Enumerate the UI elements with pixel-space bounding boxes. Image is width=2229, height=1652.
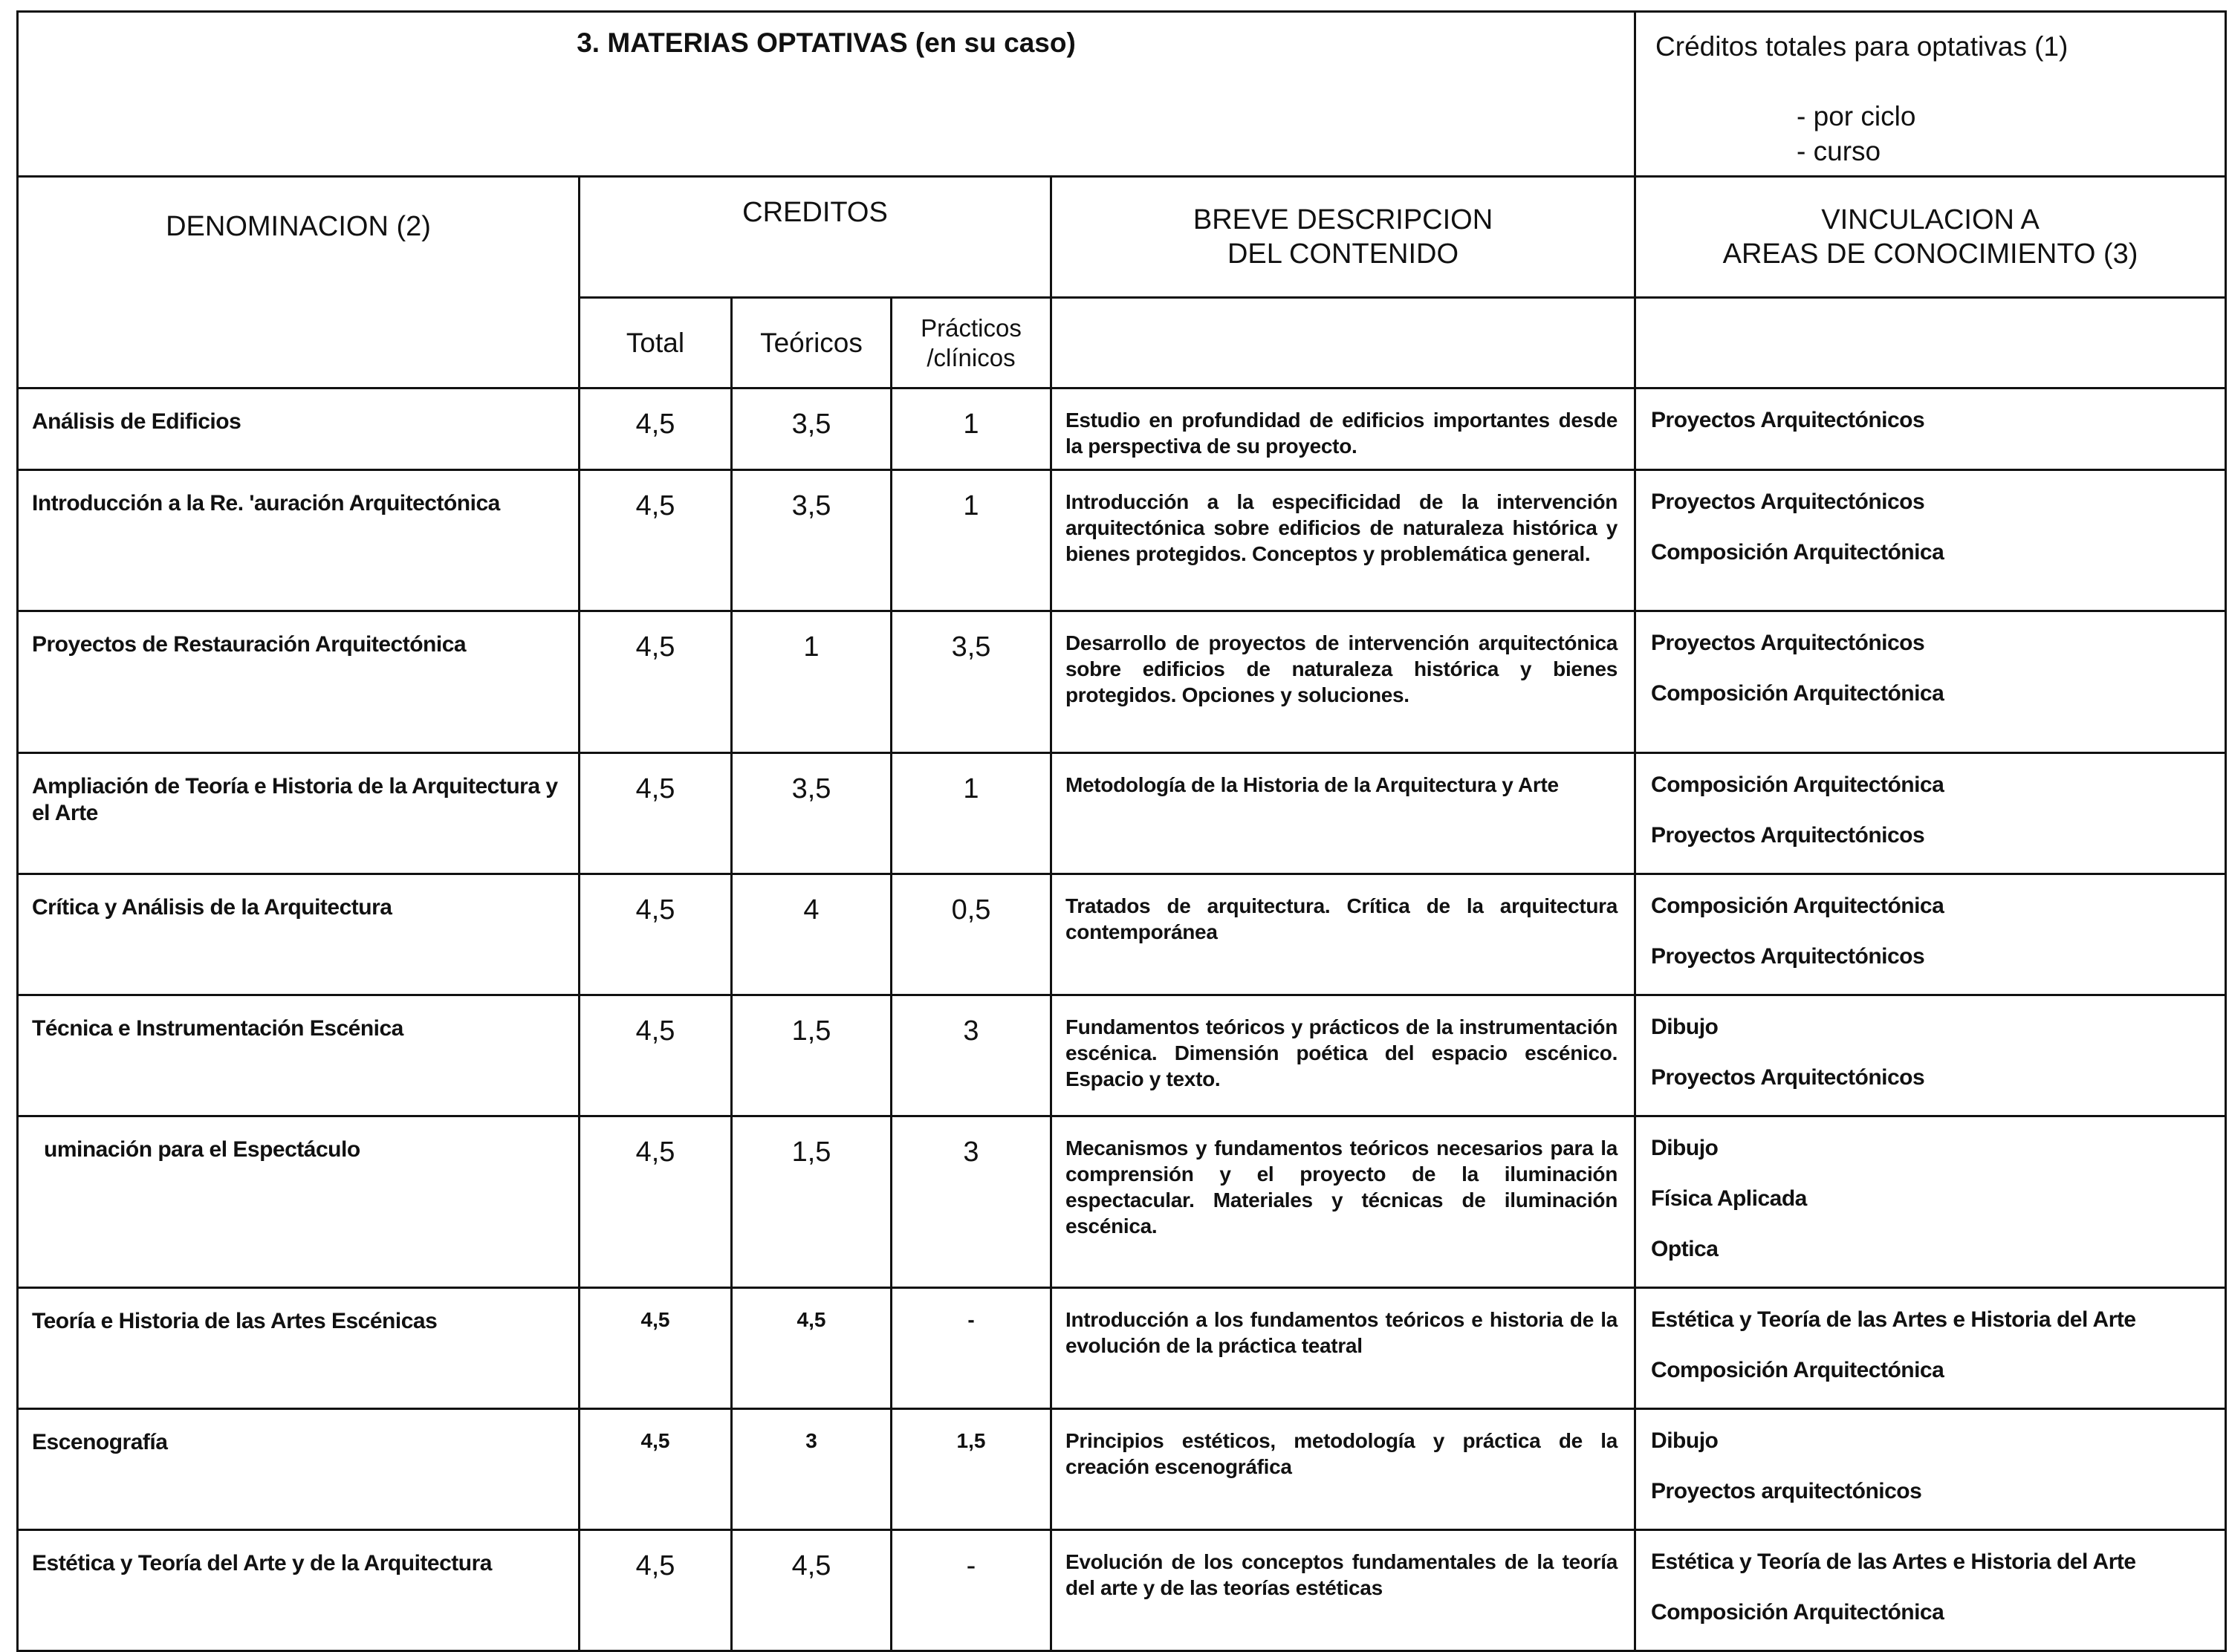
creditos-totales-label: Créditos totales para optativas (1) (1655, 31, 2069, 62)
row-teoricos: 3 (732, 1409, 892, 1530)
row-total: 4,5 (580, 611, 732, 753)
area-item: Estética y Teoría de las Artes e Historia del Arte (1651, 1549, 2136, 1574)
row-teoricos: 1 (732, 611, 892, 753)
table-row (18, 874, 2226, 995)
descripcion-header-line2: DEL CONTENIDO (1227, 238, 1459, 270)
row-practicos: - (892, 1288, 1051, 1409)
row-description: Tratados de arquitectura. Crítica de la arquitectura contemporánea (1051, 874, 1635, 995)
area-item: Proyectos Arquitectónicos (1651, 944, 1925, 969)
area-item: Física Aplicada (1651, 1186, 1807, 1211)
denominacion-header (18, 177, 580, 388)
row-teoricos: 3,5 (732, 388, 892, 470)
vinculacion-header-line1: VINCULACION A (1821, 204, 2040, 235)
row-description: Introducción a la especificidad de la intervención arquitectónica sobre edificios de naturaleza histórica y bienes protegidos. Conceptos y problemática general. (1051, 470, 1635, 611)
descripcion-header (1051, 177, 1635, 298)
row-description: Introducción a los fundamentos teóricos e historia de la evolución de la práctica teatral (1051, 1288, 1635, 1409)
area-item: Composición Arquitectónica (1651, 1358, 1944, 1382)
por-ciclo-label: - por ciclo (1797, 101, 1916, 131)
table-row (18, 995, 2226, 1116)
table-row (18, 1288, 2226, 1409)
row-description: Principios estéticos, metodología y práctica de la creación escenográfica (1051, 1409, 1635, 1530)
table-row (18, 388, 2226, 470)
row-areas (1635, 1288, 2226, 1409)
row-name: Introducción a la Re. 'auración Arquitectónica (18, 470, 580, 611)
row-description: Evolución de los conceptos fundamentales de la teoría del arte y de las teorías estéticas (1051, 1530, 1635, 1651)
denominacion-header-label: DENOMINACION (2) (166, 211, 431, 242)
row-practicos: 3 (892, 995, 1051, 1116)
descripcion-header-line1: BREVE DESCRIPCION (1193, 204, 1493, 235)
table-row (18, 753, 2226, 874)
row-practicos: 1 (892, 470, 1051, 611)
row-practicos: 0,5 (892, 874, 1051, 995)
row-practicos: 1 (892, 388, 1051, 470)
teoricos-header: Teóricos (732, 298, 892, 388)
row-name: uminación para el Espectáculo (18, 1116, 580, 1288)
area-item: Estética y Teoría de las Artes e Historia del Arte (1651, 1307, 2136, 1332)
practicos-header (892, 298, 1051, 388)
row-name: Escenografía (18, 1409, 580, 1530)
row-areas (1635, 1409, 2226, 1530)
row-practicos: 3 (892, 1116, 1051, 1288)
practicos-header-line1: Prácticos (921, 313, 1022, 342)
row-areas (1635, 995, 2226, 1116)
total-header: Total (580, 298, 732, 388)
row-name: Teoría e Historia de las Artes Escénicas (18, 1288, 580, 1409)
row-total: 4,5 (580, 1409, 732, 1530)
row-description: Mecanismos y fundamentos teóricos necesarios para la comprensión y el proyecto de la iluminación espectacular. Materiales y técnicas de iluminación escénica. (1051, 1116, 1635, 1288)
optativas-table (16, 10, 2227, 1652)
table-row (18, 1116, 2226, 1288)
row-name: Análisis de Edificios (18, 388, 580, 470)
area-item: Proyectos Arquitectónicos (1651, 823, 1925, 848)
row-total: 4,5 (580, 1288, 732, 1409)
row-description: Estudio en profundidad de edificios importantes desde la perspectiva de su proyecto. (1051, 388, 1635, 470)
row-teoricos: 4,5 (732, 1288, 892, 1409)
row-teoricos: 1,5 (732, 1116, 892, 1288)
area-item: Optica (1651, 1237, 1719, 1261)
area-item: Composición Arquitectónica (1651, 540, 1944, 565)
row-total: 4,5 (580, 874, 732, 995)
row-total: 4,5 (580, 995, 732, 1116)
vinculacion-header-line2: AREAS DE CONOCIMIENTO (3) (1722, 238, 2138, 270)
curso-label: - curso (1797, 136, 1881, 166)
creditos-totales-cell (1635, 12, 2226, 177)
vinculacion-header (1635, 177, 2226, 298)
row-name: Estética y Teoría del Arte y de la Arquitectura (18, 1530, 580, 1651)
row-teoricos: 3,5 (732, 753, 892, 874)
optativas-sheet (16, 10, 2225, 1625)
table-row (18, 470, 2226, 611)
table-row (18, 611, 2226, 753)
row-areas (1635, 874, 2226, 995)
row-name: Ampliación de Teoría e Historia de la Arquitectura y el Arte (18, 753, 580, 874)
area-item: Proyectos Arquitectónicos (1651, 1065, 1925, 1090)
descripcion-subheader (1051, 298, 1635, 388)
row-teoricos: 1,5 (732, 995, 892, 1116)
area-item: Dibujo (1651, 1428, 1719, 1453)
area-item: Composición Arquitectónica (1651, 773, 1944, 797)
row-practicos: 1 (892, 753, 1051, 874)
area-item: Dibujo (1651, 1015, 1719, 1039)
area-item: Composición Arquitectónica (1651, 894, 1944, 918)
row-practicos: - (892, 1530, 1051, 1651)
row-practicos: 1,5 (892, 1409, 1051, 1530)
row-description: Metodología de la Historia de la Arquitectura y Arte (1051, 753, 1635, 874)
area-item: Dibujo (1651, 1136, 1719, 1160)
row-total: 4,5 (580, 1116, 732, 1288)
row-areas (1635, 470, 2226, 611)
area-item: Proyectos arquitectónicos (1651, 1479, 1922, 1503)
row-name: Proyectos de Restauración Arquitectónica (18, 611, 580, 753)
table-row (18, 1530, 2226, 1651)
row-teoricos: 3,5 (732, 470, 892, 611)
table-row (18, 1409, 2226, 1530)
row-teoricos: 4,5 (732, 1530, 892, 1651)
row-areas (1635, 753, 2226, 874)
row-total: 4,5 (580, 388, 732, 470)
row-areas (1635, 1530, 2226, 1651)
row-total: 4,5 (580, 470, 732, 611)
row-total: 4,5 (580, 1530, 732, 1651)
area-item: Proyectos Arquitectónicos (1651, 408, 1925, 432)
row-areas (1635, 611, 2226, 753)
creditos-header: CREDITOS (580, 177, 1051, 298)
area-item: Composición Arquitectónica (1651, 681, 1944, 706)
area-item: Proyectos Arquitectónicos (1651, 490, 1925, 514)
row-name: Técnica e Instrumentación Escénica (18, 995, 580, 1116)
row-description: Fundamentos teóricos y prácticos de la instrumentación escénica. Dimensión poética del espacio escénico. Espacio y texto. (1051, 995, 1635, 1116)
row-practicos: 3,5 (892, 611, 1051, 753)
section-title: 3. MATERIAS OPTATIVAS (en su caso) (18, 12, 1635, 177)
vinculacion-subheader (1635, 298, 2226, 388)
row-description: Desarrollo de proyectos de intervención arquitectónica sobre edificios de naturaleza histórica y bienes protegidos. Opciones y soluciones. (1051, 611, 1635, 753)
row-name: Crítica y Análisis de la Arquitectura (18, 874, 580, 995)
row-total: 4,5 (580, 753, 732, 874)
area-item: Composición Arquitectónica (1651, 1600, 1944, 1625)
practicos-header-line2: /clínicos (927, 343, 1016, 371)
row-areas (1635, 388, 2226, 470)
row-teoricos: 4 (732, 874, 892, 995)
area-item: Proyectos Arquitectónicos (1651, 631, 1925, 655)
row-areas (1635, 1116, 2226, 1288)
